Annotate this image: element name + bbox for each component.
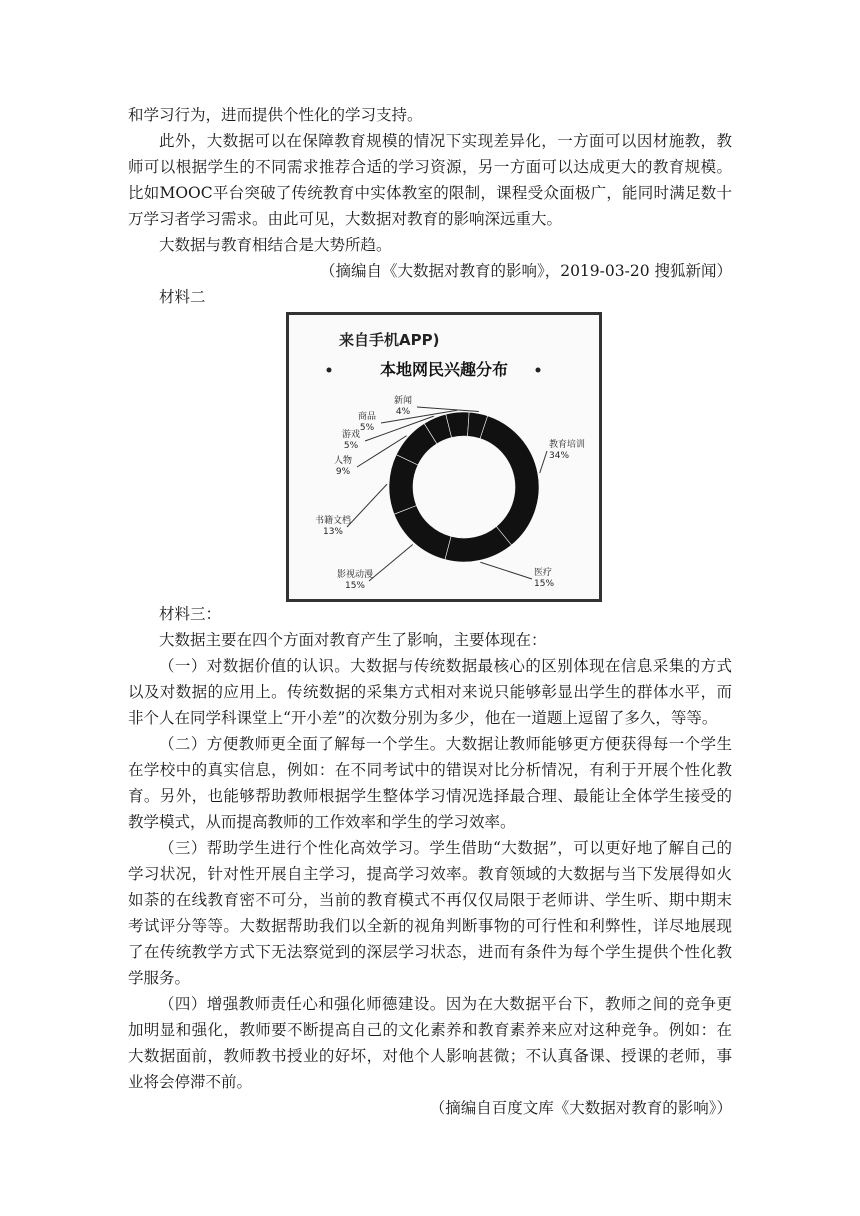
slice-value-label: 34%	[549, 451, 570, 461]
paragraph-trend: 大数据与教育相结合是大势所趋。	[159, 236, 392, 254]
slice-value-label: 13%	[322, 527, 344, 537]
paragraph-point-two: （二）方便教师更全面了解每一个学生。大数据让教师能够更方便获得每一个学生在学校中的真实信息，例如：在不同考试中的错误对比分析情况，有利于开展个性化教育。另外，也能够帮助教师根据学生整体学习情况选择最合理、最能让全体学生接受的教学模式，从而提高教师的工作效率和学生的学习效率。	[128, 735, 732, 831]
leader-line	[369, 544, 413, 581]
chart-title: 本地网民兴趣分布	[379, 360, 509, 379]
slice-value-label: 15%	[344, 581, 366, 591]
source-citation-1: （摘编自《大数据对教育的影响》，2019-03-20 搜狐新闻）	[319, 262, 732, 280]
chart-source-note: 来自手机APP)	[339, 331, 440, 349]
paragraph-point-three: （三）帮助学生进行个性化高效学习。学生借助“大数据”，可以更好地了解自己的学习状况，针对性开展自主学习，提高学习效率。教育领域的大数据与当下发展得如火如荼的在线教育密不可分，当前的教育模式不再仅仅局限于老师讲、学生听、期中期末考试评分等等。大数据帮助我们以全新的视角判断事物的可行性和利弊性，详尽地展现了在传统教学方式下无法察觉到的深层学习状态，进而有条件为每个学生提供个性化教学服务。	[128, 839, 732, 987]
paragraph-four-aspects: 大数据主要在四个方面对教育产生了影响，主要体现在：	[159, 631, 547, 649]
material-three-label: 材料三：	[159, 605, 222, 623]
leader-line	[540, 451, 547, 473]
title-bullet-right-icon	[536, 368, 541, 373]
paragraph-point-one: （一）对数据价值的认识。大数据与传统数据最核心的区别体现在信息采集的方式以及对数据的应用上。传统数据的采集方式相对来说只能够彰显出学生的群体水平，而非个人在同学科课堂上“开小差”的次数分别为多少，他在一道题上逗留了多久，等等。	[128, 657, 732, 727]
slice-category-label: 医疗	[534, 568, 553, 578]
slice-value-label: 9%	[335, 467, 351, 477]
slice-value-label: 15%	[534, 579, 555, 589]
slice-category-label: 新闻	[393, 396, 413, 406]
donut-slice	[389, 455, 418, 515]
source-citation-2: （摘编自百度文库《大数据对教育的影响》）	[429, 1099, 732, 1117]
slice-category-label: 教育培训	[549, 440, 586, 450]
slice-value-label: 4%	[395, 407, 411, 417]
donut-ring	[389, 412, 539, 562]
slice-category-label: 影视动漫	[336, 570, 374, 580]
interest-distribution-chart	[286, 312, 602, 602]
slice-category-label: 书籍文档	[314, 516, 352, 526]
slice-category-label: 人物	[333, 456, 353, 466]
donut-slice	[480, 416, 539, 545]
slice-category-label: 商品	[357, 412, 377, 422]
title-bullet-left-icon	[327, 368, 332, 373]
slice-category-label: 游戏	[341, 430, 361, 440]
leader-line	[480, 562, 532, 579]
paragraph-point-four: （四）增强教师责任心和强化师德建设。因为在大数据平台下，教师之间的竞争更加明显和强化，教师要不断提高自己的文化素养和教育素养来应对这种竞争。例如：在大数据面前，教师教书授业的好坏，对他个人影响甚微；不认真备课、授课的老师，事业将会停滞不前。	[128, 995, 732, 1091]
leader-line	[417, 407, 479, 411]
slice-value-label: 5%	[359, 423, 375, 433]
paragraph-continued: 和学习行为，进而提供个性化的学习支持。	[128, 106, 423, 124]
donut-slice	[394, 505, 451, 559]
donut-chart-svg	[289, 315, 599, 599]
leader-line	[347, 484, 387, 527]
material-two-label: 材料二	[159, 288, 206, 306]
slice-value-label: 5%	[343, 441, 359, 451]
paragraph-diversification: 此外，大数据可以在保障教育规模的情况下实现差异化，一方面可以因材施教，教师可以根据学生的不同需求推荐合适的学习资源，另一方面可以达成更大的教育规模。比如MOOC平台突破了传统教育中实体教室的限制，课程受众面极广，能同时满足数十万学习者学习需求。由此可见，大数据对教育的影响深远重大。	[128, 132, 732, 228]
